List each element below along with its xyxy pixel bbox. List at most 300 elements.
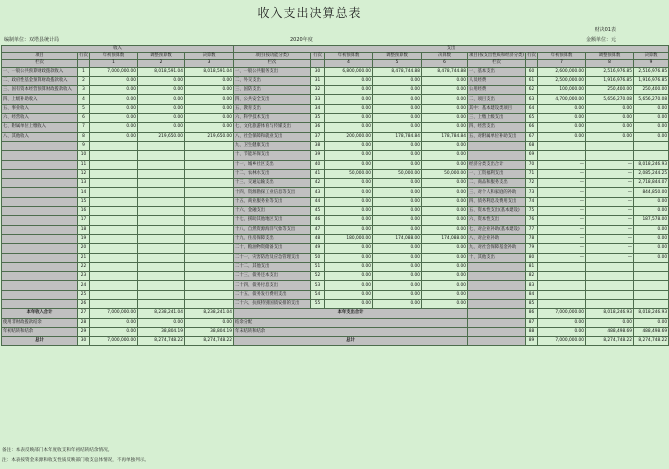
table-row xyxy=(2,114,669,123)
income-line: 13 xyxy=(78,179,90,188)
econ-expense-label: 十、其他支出 xyxy=(468,253,526,262)
income-line: 4 xyxy=(78,95,90,104)
func-expense-label: 十一、城乡社区支出 xyxy=(234,160,311,169)
econ-expense-final xyxy=(634,151,669,160)
econ-expense-final: 5,656,270.08 xyxy=(634,95,669,104)
func-expense-line: 39 xyxy=(311,151,325,160)
grand-r-line: 89 xyxy=(526,337,538,346)
econ-expense-line: 84 xyxy=(526,290,538,299)
income-line: 3 xyxy=(78,86,90,95)
income-line: 25 xyxy=(78,290,90,299)
income-adjusted xyxy=(138,262,185,271)
table-row xyxy=(2,132,669,141)
econ-expense-label: 三、对个人和家庭的补助 xyxy=(468,188,526,197)
func-expense-label: 一、一般公共服务支出 xyxy=(234,67,311,76)
income-final xyxy=(185,281,234,290)
econ-expense-line: 62 xyxy=(526,86,538,95)
income-line: 17 xyxy=(78,216,90,225)
econ-expense-adjusted xyxy=(586,281,634,290)
econ-expense-annual: 4,700,000.00 xyxy=(538,95,586,104)
grand-r-adjusted: 8,274,748.22 xyxy=(586,337,634,346)
income-annual xyxy=(90,207,138,216)
econ-expense-line: 85 xyxy=(526,299,538,308)
note-1: 备注：本表反映部门本年度收支和年初结转结余情况。 xyxy=(2,448,113,453)
func-expense-annual: 0.00 xyxy=(325,188,373,197)
func-expense-adjusted: 0.00 xyxy=(373,86,422,95)
income-adjusted: 0.00 xyxy=(138,95,185,104)
econ-expense-annual: — xyxy=(538,244,586,253)
func-expense-final: 0.00 xyxy=(422,160,468,169)
econ-expense-line: 61 xyxy=(526,76,538,85)
col-final-3: 决算数 xyxy=(634,53,669,60)
func-expense-adjusted: 178,784.84 xyxy=(373,132,422,141)
func-expense-annual: 0.00 xyxy=(325,290,373,299)
extra-income-label: 年初结转和结余 xyxy=(2,327,78,336)
expense-total-annual: 7,000,000.00 xyxy=(538,309,586,318)
income-line: 12 xyxy=(78,169,90,178)
table-row xyxy=(2,76,669,85)
func-expense-annual: 0.00 xyxy=(325,179,373,188)
table-row xyxy=(2,104,669,113)
colname-line-2 xyxy=(311,60,325,67)
econ-expense-annual: — xyxy=(538,216,586,225)
income-final xyxy=(185,234,234,243)
extra-income-annual: 0.00 xyxy=(90,327,138,336)
table-row xyxy=(2,179,669,188)
econ-expense-line: 75 xyxy=(526,207,538,216)
income-label xyxy=(2,179,78,188)
income-line: 21 xyxy=(78,253,90,262)
income-line: 18 xyxy=(78,225,90,234)
econ-expense-adjusted xyxy=(586,272,634,281)
expense-header: 支出 xyxy=(234,46,669,53)
colname-line-3 xyxy=(526,60,538,67)
econ-expense-final: 250,400.00 xyxy=(634,86,669,95)
income-adjusted xyxy=(138,141,185,150)
income-annual xyxy=(90,281,138,290)
income-adjusted xyxy=(138,272,185,281)
income-final xyxy=(185,216,234,225)
income-line: 9 xyxy=(78,141,90,150)
econ-expense-label xyxy=(468,281,526,290)
econ-expense-line: 67 xyxy=(526,132,538,141)
econ-expense-final: 0.00 xyxy=(634,132,669,141)
income-line: 5 xyxy=(78,104,90,113)
func-expense-adjusted: 0.00 xyxy=(373,272,422,281)
econ-expense-line: 60 xyxy=(526,67,538,76)
table-row xyxy=(2,216,669,225)
income-adjusted xyxy=(138,169,185,178)
table-row xyxy=(2,281,669,290)
income-line: 1 xyxy=(78,67,90,76)
econ-expense-line: 63 xyxy=(526,95,538,104)
econ-expense-annual: — xyxy=(538,160,586,169)
econ-expense-line: 74 xyxy=(526,197,538,206)
income-label xyxy=(2,207,78,216)
income-label xyxy=(2,151,78,160)
income-adjusted: 8,018,591.04 xyxy=(138,67,185,76)
table-row xyxy=(2,123,669,132)
income-line: 22 xyxy=(78,262,90,271)
page-title: 收入支出决算总表 xyxy=(257,6,362,20)
func-expense-adjusted: 0.00 xyxy=(373,141,422,150)
income-annual xyxy=(90,244,138,253)
func-expense-final: 178,784.84 xyxy=(422,132,468,141)
table-row xyxy=(2,272,669,281)
func-expense-adjusted: 0.00 xyxy=(373,123,422,132)
table-row xyxy=(2,188,669,197)
econ-expense-adjusted: — xyxy=(586,253,634,262)
econ-expense-annual: — xyxy=(538,225,586,234)
extra-income-final: 38,804.19 xyxy=(185,327,234,336)
func-expense-final: 0.00 xyxy=(422,299,468,308)
table-row xyxy=(2,151,669,160)
colnum-6: 6 xyxy=(422,60,468,67)
func-expense-line: 35 xyxy=(311,114,325,123)
econ-expense-line: 73 xyxy=(526,188,538,197)
econ-expense-final: 0.00 xyxy=(634,123,669,132)
expense-total-final: 8,018,246.93 xyxy=(634,309,669,318)
income-final xyxy=(185,244,234,253)
income-annual xyxy=(90,262,138,271)
func-expense-line: 37 xyxy=(311,132,325,141)
table-row xyxy=(2,253,669,262)
func-expense-line: 45 xyxy=(311,207,325,216)
func-expense-adjusted: 8,478,744.88 xyxy=(373,67,422,76)
func-expense-final: 0.00 xyxy=(422,216,468,225)
extra-r-line: 87 xyxy=(526,318,538,327)
income-final xyxy=(185,151,234,160)
func-expense-label: 十二、农林水支出 xyxy=(234,169,311,178)
econ-expense-annual: — xyxy=(538,197,586,206)
func-expense-adjusted: 0.00 xyxy=(373,114,422,123)
econ-expense-adjusted: — xyxy=(586,160,634,169)
income-adjusted: 0.00 xyxy=(138,76,185,85)
extra-r-final: 488,498.69 xyxy=(634,327,669,336)
econ-expense-annual xyxy=(538,262,586,271)
econ-expense-final xyxy=(634,141,669,150)
func-expense-line: 40 xyxy=(311,160,325,169)
income-adjusted xyxy=(138,234,185,243)
year-label: 2020年度 xyxy=(290,37,313,43)
income-adjusted: 0.00 xyxy=(138,114,185,123)
income-label: 三、国有资本经营预算财政拨款收入 xyxy=(2,86,78,95)
func-expense-line: 46 xyxy=(311,216,325,225)
econ-expense-adjusted xyxy=(586,290,634,299)
func-expense-final: 0.00 xyxy=(422,151,468,160)
econ-expense-adjusted: 0.00 xyxy=(586,123,634,132)
income-final xyxy=(185,272,234,281)
econ-expense-annual: — xyxy=(538,169,586,178)
econ-expense-line: 76 xyxy=(526,216,538,225)
income-adjusted: 0.00 xyxy=(138,123,185,132)
func-expense-adjusted: 50,000.00 xyxy=(373,169,422,178)
colname-2: 栏次 xyxy=(234,60,311,67)
func-expense-annual: 0.00 xyxy=(325,299,373,308)
income-label: 四、上级补助收入 xyxy=(2,95,78,104)
econ-expense-label: 七、对企业补助(基本建设) xyxy=(468,225,526,234)
econ-expense-line: 71 xyxy=(526,169,538,178)
func-expense-label: 二十三、债务还本支出 xyxy=(234,272,311,281)
econ-expense-adjusted: 0.00 xyxy=(586,104,634,113)
econ-expense-label xyxy=(468,272,526,281)
income-label xyxy=(2,299,78,308)
econ-expense-line: 64 xyxy=(526,104,538,113)
extra-income-line: 28 xyxy=(78,318,90,327)
econ-expense-final: 1,916,976.85 xyxy=(634,76,669,85)
income-label: 七、附属单位上缴收入 xyxy=(2,123,78,132)
econ-expense-label xyxy=(468,151,526,160)
income-line: 6 xyxy=(78,114,90,123)
func-expense-annual: 0.00 xyxy=(325,104,373,113)
econ-expense-final: 0.00 xyxy=(634,104,669,113)
grand-total-row xyxy=(2,337,669,346)
col-item-econ: 项目(按支出性质和经济分类) xyxy=(469,53,524,59)
income-annual xyxy=(90,290,138,299)
econ-expense-annual: — xyxy=(538,188,586,197)
econ-expense-label: 五、资本性支出(基本建设) xyxy=(468,207,526,216)
table-row xyxy=(2,141,669,150)
func-expense-final: 0.00 xyxy=(422,188,468,197)
func-expense-label: 四、公共安全支出 xyxy=(234,95,311,104)
func-expense-annual: 0.00 xyxy=(325,95,373,104)
income-adjusted xyxy=(138,244,185,253)
econ-expense-line: 80 xyxy=(526,253,538,262)
income-annual: 0.00 xyxy=(90,114,138,123)
extra-income-adjusted: 38,804.19 xyxy=(138,327,185,336)
table-row xyxy=(2,86,669,95)
table-row xyxy=(2,207,669,216)
income-annual xyxy=(90,141,138,150)
econ-expense-annual xyxy=(538,281,586,290)
income-annual xyxy=(90,253,138,262)
income-line: 16 xyxy=(78,207,90,216)
extra-r-annual: 0.00 xyxy=(538,318,586,327)
func-expense-line: 48 xyxy=(311,234,325,243)
income-annual: 0.00 xyxy=(90,76,138,85)
income-annual xyxy=(90,188,138,197)
econ-expense-adjusted xyxy=(586,141,634,150)
income-final xyxy=(185,207,234,216)
extra-income-label: 使用非财政拨款结余 xyxy=(2,318,78,327)
income-final: 0.00 xyxy=(185,104,234,113)
func-expense-line: 43 xyxy=(311,188,325,197)
income-final: 0.00 xyxy=(185,114,234,123)
income-final: 0.00 xyxy=(185,95,234,104)
income-label xyxy=(2,141,78,150)
econ-expense-adjusted: 250,400.00 xyxy=(586,86,634,95)
func-expense-adjusted: 0.00 xyxy=(373,160,422,169)
income-annual xyxy=(90,216,138,225)
extra-r-label xyxy=(468,327,526,336)
econ-expense-label: 六、资本性支出 xyxy=(468,216,526,225)
econ-expense-adjusted: — xyxy=(586,207,634,216)
func-expense-label: 七、文化旅游体育与传媒支出 xyxy=(234,123,311,132)
econ-expense-annual: — xyxy=(538,179,586,188)
func-expense-label: 十五、商业服务业等支出 xyxy=(234,197,311,206)
table-row xyxy=(2,299,669,308)
income-annual xyxy=(90,272,138,281)
econ-expense-label: 一、基本支出 xyxy=(468,67,526,76)
econ-expense-label: 二、商品和服务支出 xyxy=(468,179,526,188)
econ-expense-adjusted xyxy=(586,151,634,160)
func-expense-annual: 200,000.00 xyxy=(325,132,373,141)
econ-expense-final: 844,850.00 xyxy=(634,188,669,197)
econ-expense-annual xyxy=(538,299,586,308)
income-annual xyxy=(90,234,138,243)
income-final: 0.00 xyxy=(185,86,234,95)
colnum-8: 8 xyxy=(586,60,634,67)
income-final: 0.00 xyxy=(185,123,234,132)
income-adjusted xyxy=(138,253,185,262)
income-label: 五、事业收入 xyxy=(2,104,78,113)
econ-expense-line: 79 xyxy=(526,244,538,253)
col-annual: 年初预算数 xyxy=(90,53,138,60)
col-final: 决算数 xyxy=(185,53,234,60)
econ-expense-annual: — xyxy=(538,207,586,216)
colnum-1: 1 xyxy=(90,60,138,67)
econ-expense-adjusted: 2,516,976.85 xyxy=(586,67,634,76)
func-expense-annual: 180,000.00 xyxy=(325,234,373,243)
econ-expense-adjusted: 1,916,976.85 xyxy=(586,76,634,85)
econ-expense-annual: 2,600,000.00 xyxy=(538,67,586,76)
income-adjusted: 0.00 xyxy=(138,104,185,113)
econ-expense-label: 四、经营支出 xyxy=(468,123,526,132)
table-row xyxy=(2,234,669,243)
income-label: 二、政府性基金预算财政拨款收入 xyxy=(2,76,78,85)
econ-expense-label: 经济分类支出合计 xyxy=(468,160,526,169)
func-expense-annual: 0.00 xyxy=(325,225,373,234)
func-expense-line: 52 xyxy=(311,272,325,281)
econ-expense-label: 三、上缴上级支出 xyxy=(468,114,526,123)
econ-expense-line: 83 xyxy=(526,281,538,290)
func-expense-label: 二十二、其他支出 xyxy=(234,262,311,271)
econ-expense-final: 0.00 xyxy=(634,197,669,206)
func-expense-adjusted: 0.00 xyxy=(373,299,422,308)
func-expense-final: 0.00 xyxy=(422,253,468,262)
income-final: 8,018,591.04 xyxy=(185,67,234,76)
func-expense-annual: 0.00 xyxy=(325,262,373,271)
func-expense-final: 0.00 xyxy=(422,114,468,123)
expense-total-adjusted: 8,018,246.93 xyxy=(586,309,634,318)
econ-expense-adjusted: 0.00 xyxy=(586,114,634,123)
econ-expense-label: 其中：基本建设类项目 xyxy=(468,104,526,113)
extra-r-line: 88 xyxy=(526,327,538,336)
econ-expense-line: 65 xyxy=(526,114,538,123)
econ-expense-line: 82 xyxy=(526,272,538,281)
income-adjusted xyxy=(138,281,185,290)
func-expense-line: 44 xyxy=(311,197,325,206)
func-expense-adjusted: 0.00 xyxy=(373,188,422,197)
func-expense-label: 六、科学技术支出 xyxy=(234,114,311,123)
income-label xyxy=(2,225,78,234)
extra-income-final: 0.00 xyxy=(185,318,234,327)
income-line: 23 xyxy=(78,272,90,281)
func-expense-line: 53 xyxy=(311,281,325,290)
econ-expense-label: 九、对社会保障基金补助 xyxy=(468,244,526,253)
income-line: 7 xyxy=(78,123,90,132)
income-adjusted xyxy=(138,225,185,234)
income-final xyxy=(185,197,234,206)
income-annual xyxy=(90,299,138,308)
income-line: 15 xyxy=(78,197,90,206)
func-expense-annual: 0.00 xyxy=(325,244,373,253)
func-expense-final: 0.00 xyxy=(422,95,468,104)
econ-expense-line: 68 xyxy=(526,141,538,150)
func-expense-annual: 0.00 xyxy=(325,272,373,281)
colnum-3: 3 xyxy=(185,60,234,67)
grand-expense-label: 总计 xyxy=(234,337,468,346)
colname-3: 栏次 xyxy=(468,60,526,67)
grand-income-annual: 7,000,000.00 xyxy=(90,337,138,346)
unit-label: 编制单位：双塔县统计局 xyxy=(4,37,60,43)
income-line: 20 xyxy=(78,244,90,253)
econ-expense-final: 0.00 xyxy=(634,207,669,216)
income-adjusted xyxy=(138,207,185,216)
colnum-7: 7 xyxy=(538,60,586,67)
grand-r-final: 8,274,748.22 xyxy=(634,337,669,346)
col-line: 行次 xyxy=(79,53,88,59)
expense-total-r-label xyxy=(468,309,526,318)
econ-expense-final xyxy=(634,281,669,290)
func-expense-annual: 0.00 xyxy=(325,114,373,123)
econ-expense-final: 8,018,246.93 xyxy=(634,160,669,169)
func-expense-annual: 0.00 xyxy=(325,76,373,85)
econ-expense-label: 五、对附属单位补助支出 xyxy=(468,132,526,141)
func-expense-line: 33 xyxy=(311,95,325,104)
income-adjusted: 219,650.00 xyxy=(138,132,185,141)
income-adjusted xyxy=(138,188,185,197)
econ-expense-label: 八、对企业补助 xyxy=(468,234,526,243)
income-total-final: 8,238,241.04 xyxy=(185,309,234,318)
func-expense-adjusted: 0.00 xyxy=(373,225,422,234)
econ-expense-annual: 0.00 xyxy=(538,123,586,132)
col-final-2: 决算数 xyxy=(422,53,468,60)
econ-expense-final: 2,516,976.85 xyxy=(634,67,669,76)
func-expense-final: 0.00 xyxy=(422,262,468,271)
form-number: 财决01表 xyxy=(594,27,616,33)
func-expense-annual: 0.00 xyxy=(325,141,373,150)
extra-expense-label: 年末结转和结余 xyxy=(234,327,468,336)
table-row xyxy=(2,67,669,76)
func-expense-line: 54 xyxy=(311,290,325,299)
func-expense-final: 0.00 xyxy=(422,290,468,299)
func-expense-label: 二十、粮油物资储备支出 xyxy=(234,244,311,253)
income-adjusted xyxy=(138,197,185,206)
econ-expense-final: 2,085,244.25 xyxy=(634,169,669,178)
func-expense-adjusted: 0.00 xyxy=(373,207,422,216)
income-adjusted xyxy=(138,290,185,299)
func-expense-adjusted: 0.00 xyxy=(373,76,422,85)
econ-expense-final xyxy=(634,290,669,299)
income-annual: 0.00 xyxy=(90,123,138,132)
income-final xyxy=(185,225,234,234)
income-label: 一、一般公共预算财政拨款收入 xyxy=(2,67,78,76)
econ-expense-adjusted: — xyxy=(586,216,634,225)
econ-expense-adjusted: — xyxy=(586,188,634,197)
econ-expense-annual: 0.00 xyxy=(538,104,586,113)
func-expense-adjusted: 0.00 xyxy=(373,179,422,188)
func-expense-label: 三、国防支出 xyxy=(234,86,311,95)
total-row xyxy=(2,309,669,318)
table-row xyxy=(2,197,669,206)
econ-expense-line: 81 xyxy=(526,262,538,271)
income-final xyxy=(185,262,234,271)
econ-expense-label: 人员经费 xyxy=(468,76,526,85)
col-annual-2: 年初预算数 xyxy=(325,53,373,60)
econ-expense-line: 78 xyxy=(526,234,538,243)
func-expense-annual: 0.00 xyxy=(325,160,373,169)
